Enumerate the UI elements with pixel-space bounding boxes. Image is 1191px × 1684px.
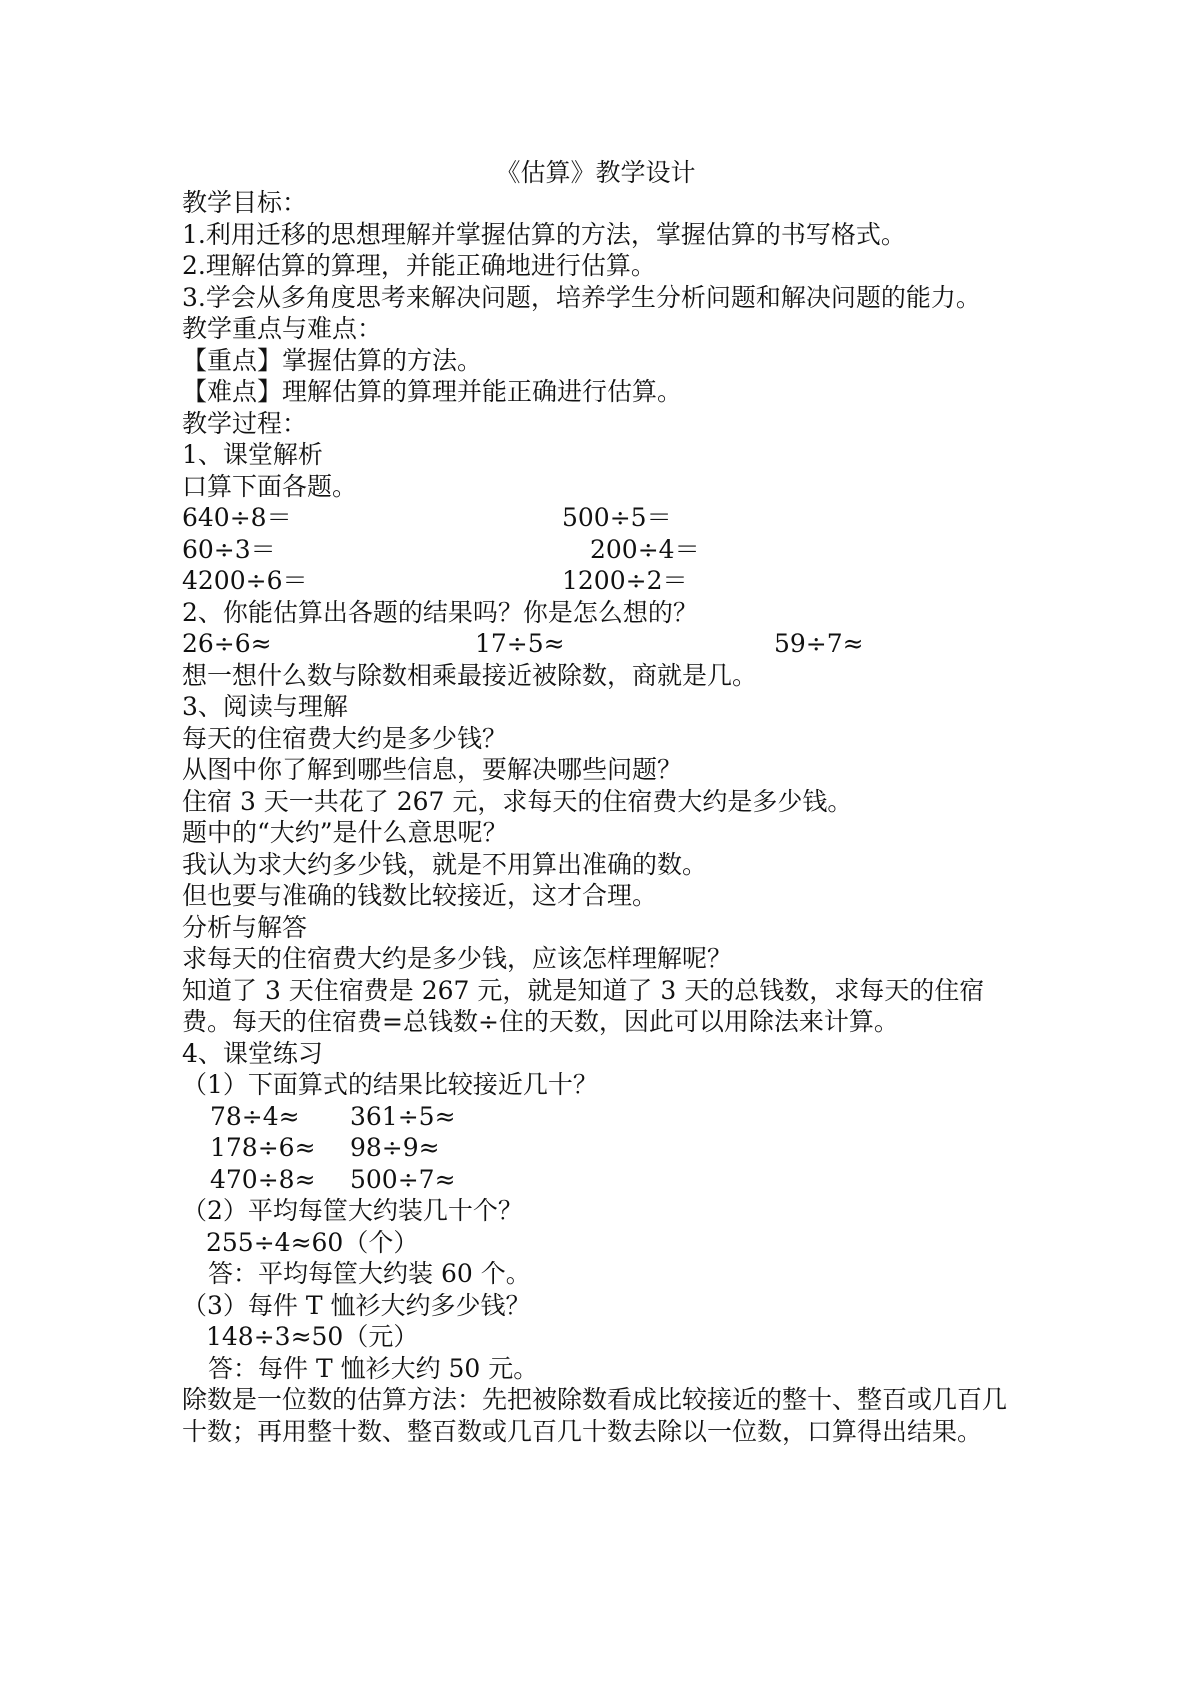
mental-math-item: 4200÷6＝ xyxy=(182,566,308,595)
mental-math-row xyxy=(182,534,1012,566)
practice-row xyxy=(182,1101,1012,1133)
objective-item-3: 3.学会从多角度思考来解决问题，培养学生分析问题和解决问题的能力。 xyxy=(182,282,981,312)
keypoints-heading: 教学重点与难点： xyxy=(182,314,383,343)
analysis-title: 分析与解答 xyxy=(182,912,308,942)
mental-math-item: 200÷4＝ xyxy=(590,534,700,564)
section-4-title: 4、课堂练习 xyxy=(182,1038,323,1068)
mental-math-row xyxy=(182,565,1012,597)
objectives-heading: 教学目标： xyxy=(182,188,308,217)
document-title: 《估算》教学设计 xyxy=(495,158,696,187)
objective-item-2: 2.理解估算的算理，并能正确地进行估算。 xyxy=(182,251,656,280)
practice-answer-2: 答：平均每筐大约装 60 个。 xyxy=(208,1259,531,1288)
practice-item: 361÷5≈ xyxy=(350,1101,456,1131)
analysis-answer: 知道了 3 天住宿费是 267 元，就是知道了 3 天的总钱数，求每天的住宿费。每天的住宿费=总钱数÷住的天数，因此可以用除法来计算。 xyxy=(182,975,985,1036)
section-2-tip: 想一想什么数与除数相乘最接近被除数，商就是几。 xyxy=(182,660,758,690)
summary-paragraph: 除数是一位数的估算方法：先把被除数看成比较接近的整十、整百或几百几十数；再用整十数、整百数或几百几十数去除以一位数，口算得出结果。 xyxy=(182,1385,1008,1446)
analysis-question: 求每天的住宿费大约是多少钱，应该怎样理解呢？ xyxy=(182,944,733,973)
mental-math-item: 640÷8＝ xyxy=(182,503,292,532)
practice-question-3: （3）每件 T 恤衫大约多少钱？ xyxy=(182,1290,531,1320)
section-3-title: 3、阅读与理解 xyxy=(182,692,348,721)
practice-row xyxy=(182,1164,1012,1196)
keypoint-focus: 【重点】掌握估算的方法。 xyxy=(182,345,483,375)
reading-line: 每天的住宿费大约是多少钱？ xyxy=(182,723,508,753)
mental-math-item: 60÷3＝ xyxy=(182,534,276,564)
mental-math-item: 500÷5＝ xyxy=(562,503,672,532)
reading-line: 我认为求大约多少钱，就是不用算出准确的数。 xyxy=(182,849,708,879)
document-body xyxy=(182,187,1012,1447)
practice-question-2: （2）平均每筐大约装几十个？ xyxy=(182,1196,523,1225)
estimate-item: 59÷7≈ xyxy=(774,629,864,658)
practice-item: 98÷9≈ xyxy=(350,1133,440,1162)
keypoint-difficulty: 【难点】理解估算的算理并能正确进行估算。 xyxy=(182,377,683,406)
mental-math-row xyxy=(182,502,1012,534)
practice-answer-3: 答：每件 T 恤衫大约 50 元。 xyxy=(208,1353,539,1383)
reading-line: 但也要与准确的钱数比较接近，这才合理。 xyxy=(182,881,658,910)
practice-calc-3: 148÷3≈50（元） xyxy=(206,1322,419,1351)
practice-item: 470÷8≈ xyxy=(210,1164,316,1194)
estimate-item: 17÷5≈ xyxy=(475,629,565,658)
practice-item: 78÷4≈ xyxy=(210,1101,300,1131)
process-heading: 教学过程： xyxy=(182,408,308,438)
practice-item: 178÷6≈ xyxy=(210,1133,316,1162)
practice-question-1: （1）下面算式的结果比较接近几十？ xyxy=(182,1070,598,1099)
section-2-title: 2、你能估算出各题的结果吗？你是怎么想的？ xyxy=(182,597,698,627)
section-1-title: 1、课堂解析 xyxy=(182,440,323,469)
practice-row xyxy=(182,1132,1012,1164)
practice-item: 500÷7≈ xyxy=(350,1164,456,1194)
estimate-item: 26÷6≈ xyxy=(182,629,272,658)
estimate-row xyxy=(182,628,1012,660)
practice-calc-2: 255÷4≈60（个） xyxy=(206,1227,419,1257)
reading-line: 题中的“大约”是什么意思呢？ xyxy=(182,818,508,847)
reading-line: 从图中你了解到哪些信息，要解决哪些问题？ xyxy=(182,755,683,784)
mental-math-item: 1200÷2＝ xyxy=(562,566,688,595)
objective-item-1: 1.利用迁移的思想理解并掌握估算的方法，掌握估算的书写格式。 xyxy=(182,219,906,249)
reading-line: 住宿 3 天一共花了 267 元，求每天的住宿费大约是多少钱。 xyxy=(182,786,853,816)
section-1-intro: 口算下面各题。 xyxy=(182,471,358,501)
